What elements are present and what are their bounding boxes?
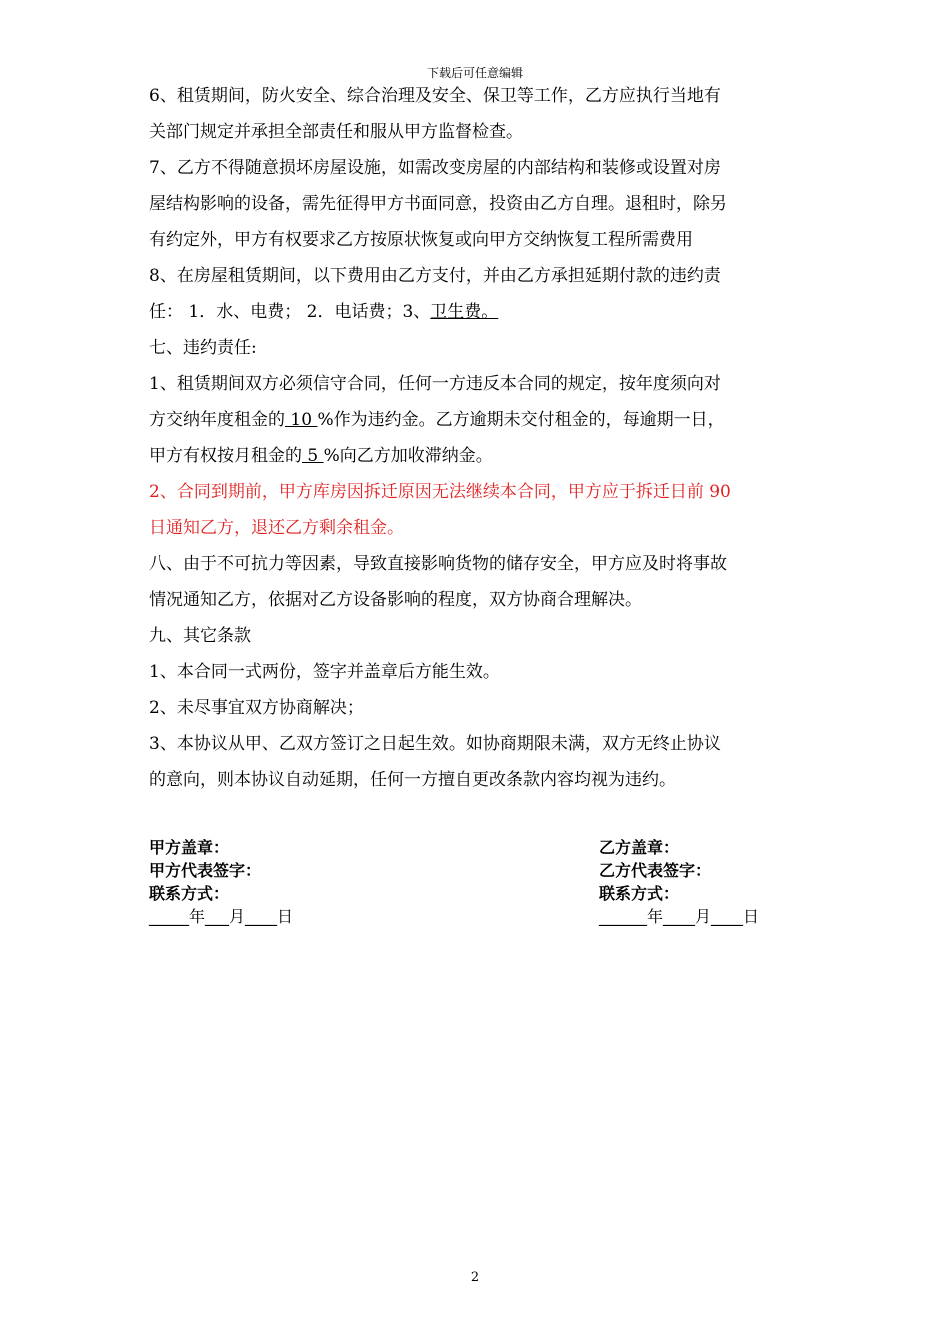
section-9-item-1: 1、本合同一式两份，签字并盖章后方能生效。 (149, 662, 500, 682)
party-b-date: ______年____月____日 (599, 907, 760, 926)
party-a-contact-label: 联系方式： (149, 884, 230, 903)
section-7-item-1-line-1: 1、租赁期间双方必须信守合同，任何一方违反本合同的规定，按年度须向对 (149, 374, 721, 394)
late-fee-suffix: %向乙方加收滞纳金。 (323, 446, 493, 466)
clause-6-line-2: 关部门规定并承担全部责任和服从甲方监督检查。 (149, 122, 523, 142)
section-8-line-1: 八、由于不可抗力等因素，导致直接影响货物的储存安全，甲方应及时将事故 (149, 554, 727, 574)
section-8-line-2: 情况通知乙方，依据对乙方设备影响的程度，双方协商合理解决。 (149, 590, 642, 610)
clause-8-line-2 (149, 294, 809, 330)
party-b-signature-block (599, 836, 759, 928)
section-9-title: 九、其它条款 (149, 626, 251, 646)
section-9-item-2: 2、未尽事宜双方协商解决； (149, 698, 364, 718)
clause-8-sanitation-fee: 卫生费。 (430, 302, 499, 322)
section-9-item-3-line-2: 的意向，则本协议自动延期，任何一方擅自更改条款内容均视为违约。 (149, 770, 676, 790)
clause-7-line-2: 屋结构影响的设备，需先征得甲方书面同意，投资由乙方自理。退租时，除另 (149, 194, 727, 214)
page-number: 2 (470, 1270, 480, 1285)
penalty-prefix: 方交纳年度租金的 (149, 410, 285, 430)
party-b-contact-label: 联系方式： (599, 884, 680, 903)
section-7-title: 七、违约责任: (149, 338, 257, 358)
section-7-item-1-line-2 (149, 402, 809, 438)
section-7-item-2-line-1: 2、合同到期前，甲方库房因拆迁原因无法继续本合同，甲方应于拆迁日前 90 (149, 482, 731, 502)
party-a-seal-label: 甲方盖章： (149, 838, 230, 857)
contract-body (149, 78, 809, 798)
party-b-seal-label: 乙方盖章： (599, 838, 680, 857)
penalty-rate: 10 (285, 410, 318, 430)
party-a-rep-label: 甲方代表签字： (149, 861, 262, 880)
party-a-date: _____年___月____日 (149, 907, 294, 926)
clause-7-line-1: 7、乙方不得随意损坏房屋设施，如需改变房屋的内部结构和装修或设置对房 (149, 158, 721, 178)
section-7-item-1-line-3 (149, 438, 809, 474)
clause-6-line-1: 6、租赁期间，防火安全、综合治理及安全、保卫等工作，乙方应执行当地有 (149, 86, 721, 106)
late-fee-prefix: 甲方有权按月租金的 (149, 446, 302, 466)
page-header: 下载后可任意编辑 (426, 66, 523, 80)
section-7-item-2-line-2: 日通知乙方，退还乙方剩余租金。 (149, 518, 404, 538)
clause-7-line-3: 有约定外，甲方有权要求乙方按原状恢复或向甲方交纳恢复工程所需费用 (149, 230, 693, 250)
clause-8-line-1: 8、在房屋租赁期间，以下费用由乙方支付，并由乙方承担延期付款的违约责 (149, 266, 721, 286)
party-b-rep-label: 乙方代表签字： (599, 861, 712, 880)
clause-8-fees: 任： 1．水、电费； 2．电话费；3、 (149, 302, 431, 322)
party-a-signature-block (149, 836, 293, 928)
penalty-suffix: %作为违约金。乙方逾期未交付租金的，每逾期一日， (317, 410, 725, 430)
late-fee-rate: 5 (302, 446, 324, 466)
section-9-item-3-line-1: 3、本协议从甲、乙双方签订之日起生效。如协商期限未满，双方无终止协议 (149, 734, 721, 754)
